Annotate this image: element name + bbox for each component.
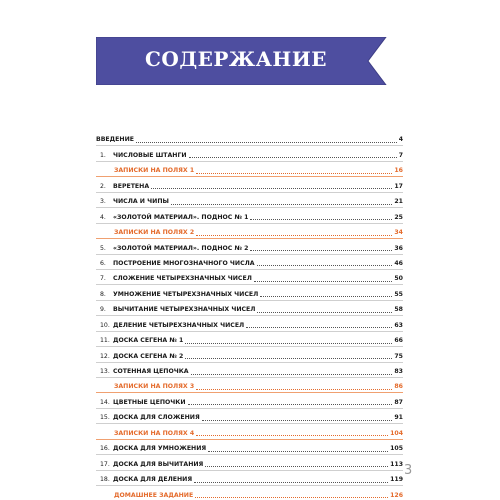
toc-entry-page: 50 xyxy=(394,275,403,283)
toc-entry-title: ЗАПИСКИ НА ПОЛЯХ 4 xyxy=(114,429,195,437)
toc-entry[interactable] xyxy=(96,438,403,453)
dot-leader xyxy=(151,188,392,189)
dot-leader xyxy=(171,204,392,205)
toc-entry-number: 17. xyxy=(100,460,110,468)
dot-leader xyxy=(194,482,388,483)
dot-leader xyxy=(260,296,392,297)
dot-leader xyxy=(205,466,388,467)
toc-entry-title: ДОСКА ДЛЯ СЛОЖЕНИЯ xyxy=(113,414,200,422)
toc-entry-title: ВЫЧИТАНИЕ ЧЕТЫРЕХЗНАЧНЫХ ЧИСЕЛ xyxy=(113,306,256,314)
toc-entry-page: 75 xyxy=(394,352,403,360)
toc-entry-title: ДОСКА СЕГЕНА № 2 xyxy=(113,352,184,360)
toc-entry-number: 4. xyxy=(100,213,106,221)
title-banner xyxy=(96,37,396,85)
toc-entry-page: 25 xyxy=(394,213,403,221)
toc-entry-number: 6. xyxy=(100,259,106,267)
toc-entry-title: «ЗОЛОТОЙ МАТЕРИАЛ». ПОДНОС № 2 xyxy=(113,244,249,252)
toc-entry-number: 8. xyxy=(100,290,106,298)
toc-entry[interactable] xyxy=(96,144,403,159)
toc-note-entry[interactable] xyxy=(96,222,403,237)
dot-leader xyxy=(254,281,393,282)
dot-leader xyxy=(188,404,393,405)
toc-entry-page: 55 xyxy=(394,290,403,298)
toc-entry[interactable] xyxy=(96,206,403,221)
toc-entry-title: СОТЕННАЯ ЦЕПОЧКА xyxy=(113,368,189,375)
toc-entry-number: 13. xyxy=(100,368,110,375)
dot-leader xyxy=(195,497,388,498)
toc-entry-page: 16 xyxy=(394,167,403,175)
toc-entry-number: 11. xyxy=(100,337,110,345)
toc-entry-number: 15. xyxy=(100,414,110,422)
toc-entry-title: ДЕЛЕНИЕ ЧЕТЫРЕХЗНАЧНЫХ ЧИСЕЛ xyxy=(113,321,245,329)
toc-entry-page: 46 xyxy=(394,259,403,267)
toc-entry-title: ПОСТРОЕНИЕ МНОГОЗНАЧНОГО ЧИСЛА xyxy=(113,259,255,267)
toc-note-entry[interactable] xyxy=(96,160,403,175)
dot-leader xyxy=(196,235,392,236)
toc-entry-number: 12. xyxy=(100,352,110,360)
toc-entry[interactable] xyxy=(96,345,403,360)
toc-entry-page: 63 xyxy=(394,321,403,329)
toc-entry-title: ЧИСЛОВЫЕ ШТАНГИ xyxy=(113,151,187,159)
toc-entry-page: 66 xyxy=(394,337,403,345)
toc-entry-number: 14. xyxy=(100,398,110,406)
toc-entry-title: ДОСКА ДЛЯ ДЕЛЕНИЯ xyxy=(113,476,193,484)
toc-entry-page: 91 xyxy=(394,414,403,422)
toc-entry[interactable] xyxy=(96,453,403,468)
toc-entry-page: 119 xyxy=(390,476,403,484)
toc-entry-title: УМНОЖЕНИЕ ЧЕТЫРЕХЗНАЧНЫХ ЧИСЕЛ xyxy=(113,290,259,298)
toc-entry-number: 9. xyxy=(100,306,106,314)
toc-entry-page: 87 xyxy=(394,398,403,406)
toc-entry-title: ВВЕДЕНИЕ xyxy=(96,136,134,144)
toc-entry-page: 17 xyxy=(394,182,403,190)
toc-entry-page: 34 xyxy=(394,229,403,237)
toc-entry[interactable] xyxy=(96,129,403,144)
toc-entry-page: 36 xyxy=(394,244,403,252)
table-of-contents xyxy=(96,129,403,500)
toc-entry-number: 7. xyxy=(100,275,106,283)
toc-entry-page: 113 xyxy=(390,460,403,468)
dot-leader xyxy=(257,265,393,266)
dot-leader xyxy=(196,173,392,174)
toc-entry[interactable] xyxy=(96,175,403,190)
toc-entry-number: 5. xyxy=(100,244,106,252)
dot-leader xyxy=(250,250,392,251)
dot-leader xyxy=(196,389,392,390)
toc-note-entry[interactable] xyxy=(96,484,403,499)
toc-entry-title: ЗАПИСКИ НА ПОЛЯХ 2 xyxy=(114,229,195,237)
toc-entry-page: 86 xyxy=(394,383,403,391)
toc-entry-title: ДОСКА ДЛЯ УМНОЖЕНИЯ xyxy=(113,445,207,453)
toc-entry-title: ЗАПИСКИ НА ПОЛЯХ 1 xyxy=(114,167,195,175)
page-number: 3 xyxy=(404,463,413,478)
dot-leader xyxy=(136,142,397,143)
toc-entry-number: 2. xyxy=(100,182,106,190)
toc-note-entry[interactable] xyxy=(96,422,403,437)
dot-leader xyxy=(246,327,392,328)
toc-entry-title: ЦВЕТНЫЕ ЦЕПОЧКИ xyxy=(113,398,186,406)
toc-note-entry[interactable] xyxy=(96,376,403,391)
toc-entry[interactable] xyxy=(96,191,403,206)
dot-leader xyxy=(185,358,392,359)
page-title: СОДЕРЖАНИЕ xyxy=(145,47,327,71)
toc-entry-page: 58 xyxy=(394,306,403,314)
dot-leader xyxy=(189,157,397,158)
toc-entry-page: 21 xyxy=(394,198,403,206)
toc-entry-number: 16. xyxy=(100,445,110,453)
dot-leader xyxy=(257,312,392,313)
dot-leader xyxy=(202,420,393,421)
toc-entry-title: СЛОЖЕНИЕ ЧЕТЫРЕХЗНАЧНЫХ ЧИСЕЛ xyxy=(113,275,252,283)
toc-entry[interactable] xyxy=(96,330,403,345)
toc-entry-title: «ЗОЛОТОЙ МАТЕРИАЛ». ПОДНОС № 1 xyxy=(113,213,249,221)
toc-entry-title: ДОСКА ДЛЯ ВЫЧИТАНИЯ xyxy=(113,460,204,468)
toc-entry[interactable] xyxy=(96,253,403,268)
toc-entry-title: ДОМАШНЕЕ ЗАДАНИЕ xyxy=(114,491,194,499)
toc-entry-page: 105 xyxy=(390,445,403,453)
toc-entry-page: 83 xyxy=(394,368,403,375)
toc-entry-page: 104 xyxy=(390,429,403,437)
toc-entry[interactable] xyxy=(96,361,403,376)
dot-leader xyxy=(191,374,393,375)
toc-entry[interactable] xyxy=(96,314,403,329)
toc-entry-number: 18. xyxy=(100,476,110,484)
toc-entry[interactable] xyxy=(96,283,403,298)
dot-leader xyxy=(250,219,392,220)
toc-entry-title: ЧИСЛА И ЧИПЫ xyxy=(113,198,169,206)
dot-leader xyxy=(196,435,388,436)
toc-entry[interactable] xyxy=(96,469,403,484)
toc-entry-number: 10. xyxy=(100,321,110,329)
toc-entry-number: 3. xyxy=(100,198,106,206)
toc-entry[interactable] xyxy=(96,407,403,422)
toc-entry-number: 1. xyxy=(100,151,106,159)
toc-entry[interactable] xyxy=(96,268,403,283)
toc-entry-page: 7 xyxy=(398,151,403,159)
toc-entry-page: 4 xyxy=(398,136,403,144)
toc-entry[interactable] xyxy=(96,391,403,406)
toc-entry[interactable] xyxy=(96,299,403,314)
toc-entry-title: ВЕРЕТЕНА xyxy=(113,182,150,190)
toc-entry-page: 126 xyxy=(390,491,403,499)
toc-entry-title: ДОСКА СЕГЕНА № 1 xyxy=(113,337,184,345)
dot-leader xyxy=(185,343,392,344)
toc-entry[interactable] xyxy=(96,237,403,252)
dot-leader xyxy=(208,451,388,452)
toc-entry-title: ЗАПИСКИ НА ПОЛЯХ 3 xyxy=(114,383,195,391)
